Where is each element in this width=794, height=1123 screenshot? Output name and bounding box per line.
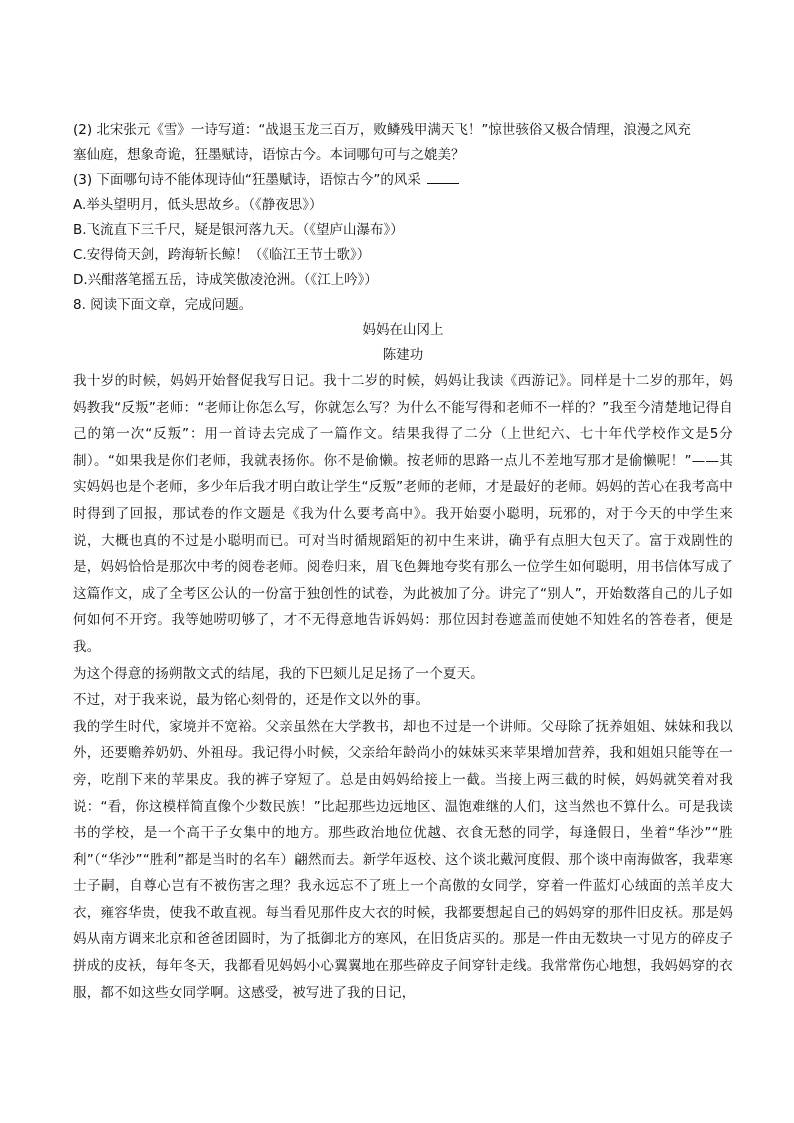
answer-blank[interactable] (427, 171, 459, 184)
article-title: 妈妈在山冈上 (362, 322, 444, 338)
article-paragraph-2: 为这个得意的扬朔散文式的结尾，我的下巴颏儿足足扬了一个夏天。 (73, 665, 484, 682)
article-author: 陈建功 (382, 347, 424, 363)
article-paragraph-3: 不过，对于我来说，最为铭心刻骨的，还是作文以外的事。 (73, 692, 430, 709)
option-a: A.举头望明月，低头思故乡。（《静夜思》） (73, 197, 323, 213)
question-2-line-1: (2) 北宋张元《雪》一诗写道：“战退玉龙三百万，败鳞残甲满天飞！”惊世骇俗又极合情理，浪漫之风充 (73, 122, 691, 138)
exam-page (73, 118, 733, 1006)
article-paragraph-1: 我十岁的时候，妈妈开始督促我写日记。我十二岁的时候，妈妈让我读《西游记》。同样是十二岁的那年，妈妈教我“反叛”老师：“老师让你怎么写，你就怎么写？为什么不能写得和老师不一样的？”我至今清楚地记得自己的第一次“反叛”：用一首诗去完成了一篇作文。结果我得了二分（上世纪六、七十年代学校作文是5分制）。“如果我是你们老师，我就表扬你。你不是偷懒。按老师的思路一点儿不差地写那才是偷懒呢！”——其实妈妈也是个老师，多少年后我才明白敢让学生“反叛”老师的老师，才是最好的老师。妈妈的苦心在我考高中时得到了回报，那试卷的作文题是《我为什么要考高中》。我开始耍小聪明，玩邪的，对于今天的中学生来说，大概也真的不过是小聪明而已。可对当时循规蹈矩的初中生来讲，确乎有点胆大包天了。富于戏剧性的是，妈妈恰恰是那次中考的阅卷老师。阅卷归来，眉飞色舞地夸奖有那么一位学生如何聪明，用书信体写成了这篇作文，成了全考区公认的一份富于独创性的试卷，为此被加了分。讲完了“别人”，开始数落自己的儿子如何如何不开窍。我等她唠叨够了，才不无得意地告诉妈妈：那位因封卷遮盖而使她不知姓名的答卷者，便是我。 (73, 373, 733, 655)
question-3-text: (3) 下面哪句诗不能体现诗仙“狂墨赋诗，语惊古今”的风采 (73, 172, 421, 188)
option-c: C.安得倚天剑，跨海斩长鲸！（《临江王节士歌》） (73, 247, 371, 263)
option-d: D.兴酣落笔摇五岳，诗成笑傲凌沧洲。（《江上吟》） (73, 272, 378, 288)
article-paragraph-4: 我的学生时代，家境并不宽裕。父亲虽然在大学教书，却也不过是一个讲师。父母除了抚养姐姐、妹妹和我以外，还要赡养奶奶、外祖母。我记得小时候，父亲给年龄尚小的妹妹买来苹果增加营养，我和姐姐只能等在一旁，吃削下来的苹果皮。我的裤子穿短了。总是由妈妈给接上一截。当接上两三截的时候，妈妈就笑着对我说：“看，你这模样简直像个少数民族！”比起那些边远地区、温饱难继的人们，这当然也不算什么。可是我读书的学校，是一个高干子女集中的地方。那些政治地位优越、衣食无愁的同学，每逢假日，坐着“华沙”“胜利”（“华沙”“胜利”都是当时的名车）翩然而去。新学年返校、这个谈北戴河度假、那个谈中南海做客，我辈寒士子嗣，自尊心岂有不被伤害之理？我永远忘不了班上一个高傲的女同学，穿着一件蓝灯心绒面的羔羊皮大衣，雍容华贵，使我不敢直视。每当看见那件皮大衣的时候，我都要想起自己的妈妈穿的那件旧皮袄。那是妈妈从南方调来北京和爸爸团圆时，为了抵御北方的寒风，在旧货店买的。那是一件由无数块一寸见方的碎皮子拼成的皮袄，每年冬天，我都看见妈妈小心翼翼地在那些碎皮子间穿针走线。我常常伤心地想，我妈妈穿的衣服，都不如这些女同学啊。这感受，被写进了我的日记， (73, 718, 733, 1001)
question-8-stem: 8. 阅读下面文章，完成问题。 (73, 297, 253, 313)
question-3-stem (73, 168, 733, 193)
question-2-line-2: 塞仙庭，想象奇诡，狂墨赋诗，语惊古今。本词哪句可与之媲美？ (73, 147, 465, 163)
option-b: B.飞流直下三千尺，疑是银河落九天。（《望庐山瀑布》） (73, 222, 404, 238)
